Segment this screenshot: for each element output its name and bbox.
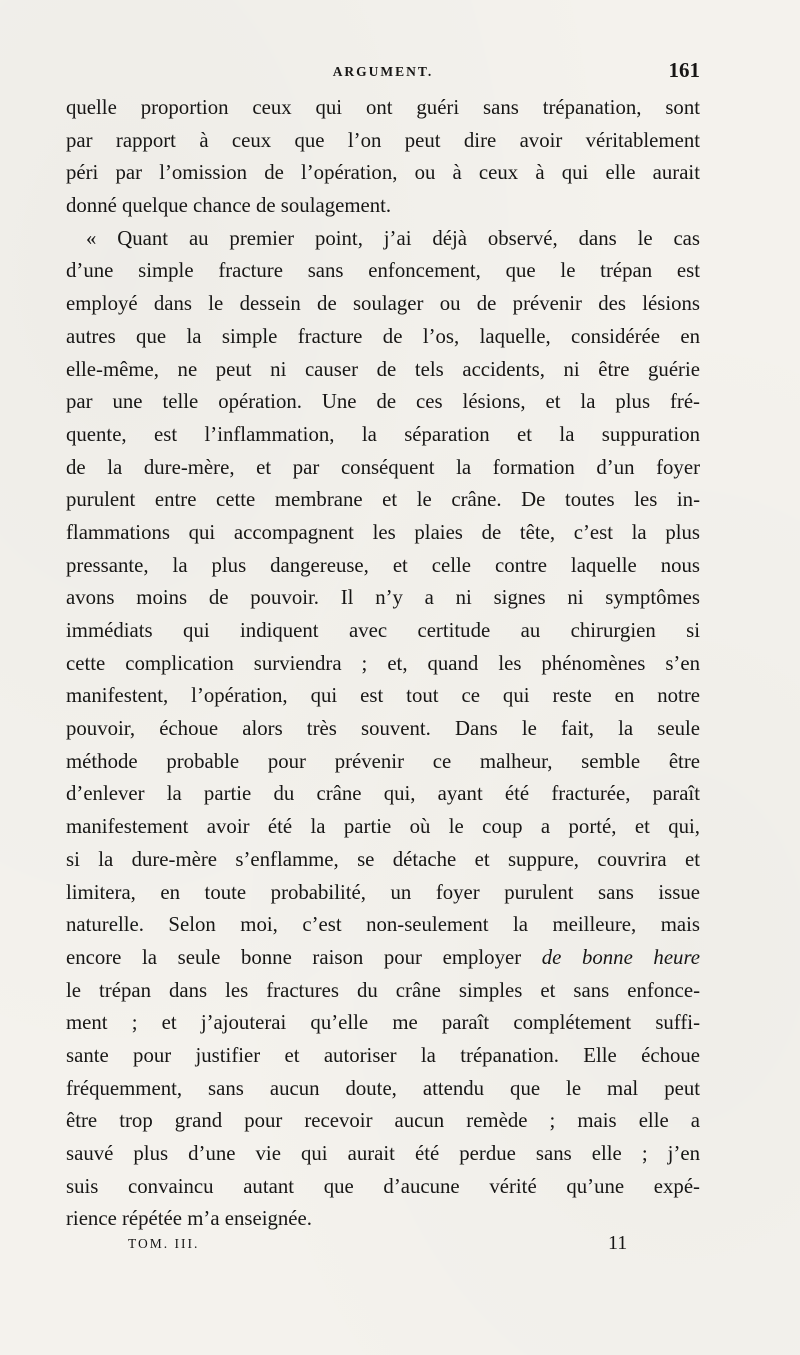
text-line: si la dure-mère s’enflamme, se détache et suppure, couvrira et bbox=[66, 847, 700, 871]
text-line: cette complication surviendra ; et, quand les phénomènes s’en bbox=[66, 651, 700, 675]
running-title: ARGUMENT. bbox=[332, 64, 434, 79]
text-line: avons moins de pouvoir. Il n’y a ni signes ni symptômes bbox=[66, 586, 700, 610]
running-head bbox=[66, 58, 700, 88]
text-line: elle-même, ne peut ni causer de tels accidents, ni être guérie bbox=[66, 357, 700, 381]
text-line: flammations qui accompagnent les plaies de tête, c’est la plus bbox=[66, 520, 700, 544]
text-line: quente, est l’inflammation, la séparation et la suppuration bbox=[66, 422, 700, 446]
text-line: pressante, la plus dangereuse, et celle contre laquelle nous bbox=[66, 553, 700, 577]
text-line: d’enlever la partie du crâne qui, ayant été fracturée, paraît bbox=[66, 782, 700, 806]
volume-signature: TOM. III. bbox=[128, 1236, 200, 1251]
text-line: péri par l’omission de l’opération, ou à ceux à qui elle aurait bbox=[66, 161, 700, 185]
text-line: par une telle opération. Une de ces lésions, et la plus fré- bbox=[66, 390, 700, 414]
text-line: limitera, en toute probabilité, un foyer purulent sans issue bbox=[66, 880, 700, 904]
text-line: rience répétée m’a enseignée. bbox=[66, 1207, 312, 1231]
text-segment: encore la seule bonne raison pour employer bbox=[66, 945, 522, 969]
page-footer bbox=[66, 1232, 700, 1262]
text-line: sante pour justifier et autoriser la trépanation. Elle échoue bbox=[66, 1043, 700, 1067]
italic-phrase: de bonne heure bbox=[541, 945, 701, 969]
text-line: le trépan dans les fractures du crâne simples et sans enfonce- bbox=[66, 978, 700, 1002]
text-line: fréquemment, sans aucun doute, attendu que le mal peut bbox=[66, 1076, 700, 1100]
text-line: ment ; et j’ajouterai qu’elle me paraît complétement suffi- bbox=[66, 1011, 700, 1035]
text-line: naturelle. Selon moi, c’est non-seulement la meilleure, mais bbox=[66, 913, 700, 937]
text-line: employé dans le dessein de soulager ou de prévenir des lésions bbox=[66, 292, 700, 316]
text-line: méthode probable pour prévenir ce malheur, semble être bbox=[66, 749, 700, 773]
text-line: quelle proportion ceux qui ont guéri sans trépanation, sont bbox=[66, 96, 700, 119]
text-line: de la dure-mère, et par conséquent la formation d’un foyer bbox=[66, 455, 700, 479]
text-line: autres que la simple fracture de l’os, laquelle, considérée en bbox=[66, 324, 700, 348]
body-text bbox=[66, 92, 700, 1236]
text-line: manifestent, l’opération, qui est tout ce qui reste en notre bbox=[66, 684, 700, 708]
text-line: purulent entre cette membrane et le crâne. De toutes les in- bbox=[66, 488, 700, 512]
sheet-number: 11 bbox=[608, 1232, 628, 1254]
text-line: être trop grand pour recevoir aucun remède ; mais elle a bbox=[66, 1109, 700, 1133]
text-line: immédiats qui indiquent avec certitude au chirurgien si bbox=[66, 619, 700, 642]
text-line: donné quelque chance de soulagement. bbox=[66, 194, 392, 218]
text-line-with-italic bbox=[66, 942, 700, 975]
text-line: d’une simple fracture sans enfoncement, que le trépan est bbox=[66, 259, 700, 283]
text-line: sauvé plus d’une vie qui aurait été perdue sans elle ; j’en bbox=[66, 1142, 700, 1165]
text-line: pouvoir, échoue alors très souvent. Dans le fait, la seule bbox=[66, 717, 700, 741]
text-line: suis convaincu autant que d’aucune vérité qu’une expé- bbox=[66, 1174, 700, 1198]
text-line: par rapport à ceux que l’on peut dire avoir véritablement bbox=[66, 128, 700, 152]
text-line: manifestement avoir été la partie où le coup a porté, et qui, bbox=[66, 815, 700, 839]
page-number: 161 bbox=[668, 58, 700, 82]
text-line: « Quant au premier point, j’ai déjà observé, dans le cas bbox=[86, 226, 700, 250]
